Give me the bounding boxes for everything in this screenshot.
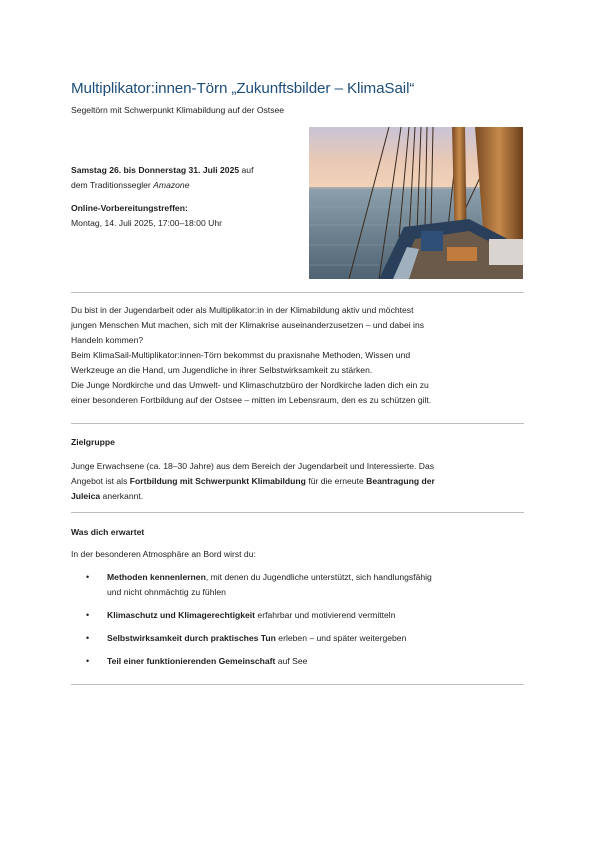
page-title: Multiplikator:innen-Törn „Zukunftsbilder – KlimaSail“ (71, 80, 415, 97)
event-date-suffix: auf (239, 165, 254, 175)
item-bold: Klimaschutz und Klimagerechtigkeit (107, 610, 256, 620)
zielgruppe-line (71, 474, 524, 489)
intro-text (71, 303, 524, 408)
text-span: für die erneute (305, 476, 367, 486)
zielgruppe-line (71, 489, 524, 504)
divider (71, 292, 524, 293)
event-ship-line (71, 178, 301, 193)
list-item (86, 608, 526, 623)
divider (71, 512, 524, 513)
item-text: erfahrbar und motivierend vermitteln (255, 610, 396, 620)
zielgruppe-line: Junge Erwachsene (ca. 18–30 Jahre) aus dem Bereich der Jugendarbeit und Interessierte. Das (71, 461, 435, 471)
intro-line: Beim KlimaSail-Multiplikator:innen-Törn bekommst du praxisnahe Methoden, Wissen und (71, 350, 411, 360)
sailing-ship-photo (309, 127, 523, 279)
intro-line: Handeln kommen? (71, 335, 144, 345)
erwartet-intro: In der besonderen Atmosphäre an Bord wirst du: (71, 549, 256, 559)
intro-line: jungen Menschen Mut machen, sich mit der Klimakrise auseinanderzusetzen – und dabei ins (71, 320, 425, 330)
section-heading-zielgruppe: Zielgruppe (71, 437, 115, 447)
text-bold: Juleica (71, 491, 101, 501)
list-item (86, 654, 526, 669)
zielgruppe-text (71, 459, 524, 504)
item-text: , mit denen du Jugendliche unterstützt, sich handlungsfähig (205, 572, 432, 582)
event-date-line (71, 163, 301, 178)
bullet-icon: • (86, 572, 90, 582)
list-item (86, 570, 526, 600)
ship-prefix: dem Traditionssegler (71, 180, 154, 190)
item-text: erleben – und später weitergeben (275, 633, 407, 643)
text-span: Angebot ist als (71, 476, 130, 486)
item-text: auf See (275, 656, 308, 666)
divider (71, 684, 524, 685)
event-date: Samstag 26. bis Donnerstag 31. Juli 2025 (71, 165, 240, 175)
page-subtitle: Segeltörn mit Schwerpunkt Klimabildung auf der Ostsee (71, 105, 285, 115)
item-bold: Selbstwirksamkeit durch praktisches Tun (107, 633, 276, 643)
bullet-icon: • (86, 610, 90, 620)
intro-line: einer besonderen Fortbildung auf der Ostsee – mitten im Lebensraum, den es zu schützen gilt. (71, 395, 432, 405)
item-bold: Methoden kennenlernen (107, 572, 206, 582)
ship-name: Amazone (153, 180, 190, 190)
item-bold: Teil einer funktionierenden Gemeinschaft (107, 656, 276, 666)
meeting-heading: Online-Vorbereitungstreffen: (71, 203, 188, 213)
bullet-icon: • (86, 656, 90, 666)
text-span: anerkannt. (100, 491, 144, 501)
divider (71, 423, 524, 424)
list-item (86, 631, 526, 646)
text-bold: Fortbildung mit Schwerpunkt Klimabildung (129, 476, 306, 486)
item-text: und nicht ohnmächtig zu fühlen (107, 587, 226, 597)
intro-line: Die Junge Nordkirche und das Umwelt- und Klimaschutzbüro der Nordkirche laden dich ein zu (71, 380, 429, 390)
bullet-icon: • (86, 633, 90, 643)
intro-line: Werkzeuge an die Hand, um Jugendliche in ihrer Selbstwirksamkeit zu stärken. (71, 365, 373, 375)
expectations-list (86, 570, 526, 669)
event-info (71, 163, 301, 231)
section-heading-erwartet: Was dich erwartet (71, 527, 145, 537)
text-bold: Beantragung der (366, 476, 435, 486)
meeting-date: Montag, 14. Juli 2025, 17:00–18:00 Uhr (71, 218, 222, 228)
intro-line: Du bist in der Jugendarbeit oder als Multiplikator:in in der Klimabildung aktiv und möchtest (71, 305, 414, 315)
sailing-ship-illustration (309, 127, 523, 279)
